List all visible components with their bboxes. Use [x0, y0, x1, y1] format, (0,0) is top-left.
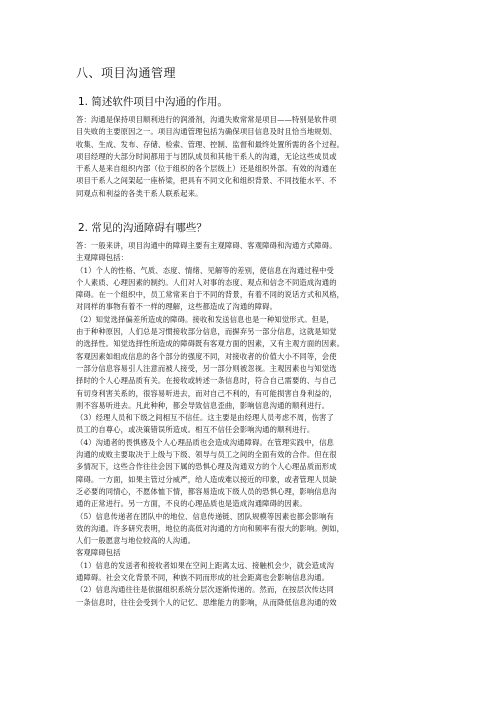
answer-1-line: 收集、生成、发布、存储、检索、管理、控制、监督和最终处置所需的各个过程。 — [76, 139, 345, 149]
answer-2-line: （4）沟通者的畏惧感及个人心理品质也会造成沟通障碍。在管理实践中，信息 — [76, 437, 334, 447]
answer-2-line: 主观障碍包括： — [76, 253, 129, 263]
answer-2-line: 乏必要的同情心，不愿体恤下情，都容易造成下级人员的恐惧心理，影响信息沟 — [76, 486, 337, 496]
section-title: 八、项目沟通管理 — [76, 66, 177, 80]
answer-2-text — [76, 240, 428, 609]
answer-2-line: 效的沟通。许多研究表明，地位的高低对沟通的方向和频率有很大的影响。例如， — [76, 523, 345, 533]
answer-2-line: 答：一般来讲，项目沟通中的障碍主要有主观障碍、客观障碍和沟通方式障碍。 — [76, 241, 337, 250]
answer-2-line: 多情况下，这些合作往往会因下属的恐惧心理及沟通双方的个人心理品质而形成 — [76, 462, 337, 472]
answer-1-line: 同观点和利益的各类干系人联系起来。 — [76, 188, 203, 198]
answer-2-line: （1）信息的发送者和接收者如果在空间上距离太远、接触机会少，就会造成沟 — [76, 560, 334, 570]
answer-2-line: 人们一般愿意与地位较高的人沟通。 — [76, 536, 196, 546]
answer-2-line: （2）知觉选择偏差所造成的障碍。接收和发送信息也是一种知觉形式。但是， — [76, 314, 334, 324]
answer-2-line: 有切身利害关系的，很容易听进去，而对自己不利的，有可能损害自身利益的， — [76, 388, 337, 398]
answer-2-line: （5）信息传递者在团队中的地位、信息传递链、团队规模等因素也都会影响有 — [76, 511, 334, 521]
answer-1-text — [76, 114, 428, 200]
answer-2-line: 由于种种原因，人们总是习惯接收部分信息，而摒弃另一部分信息，这就是知觉 — [76, 327, 337, 337]
answer-2-line: （1）个人的性格、气质、态度、情绪、见解等的差别，使信息在沟通过程中受 — [76, 265, 334, 275]
answer-2-line: 障碍。一方面，如果主管过分威严，给人造成难以接近的印象，或者管理人员缺 — [76, 474, 337, 484]
answer-2-line: 员工的自尊心，或决策错误所造成。相互不信任会影响沟通的顺利进行。 — [76, 425, 315, 435]
answer-2-line: 通障碍。社会文化背景不同，种族不同而形成的社会距离也会影响信息沟通。 — [76, 573, 330, 583]
answer-2-line: 的选择性。知觉选择性所造成的障碍既有客观方面的因素，又有主观方面的因素。 — [76, 339, 345, 349]
answer-1-line: 答：沟通是保持项目顺利进行的润滑剂，沟通失败常常是项目——特别是软件项 — [76, 115, 337, 124]
question-2-heading: 2. 常见的沟通障碍有哪些？ — [78, 222, 207, 234]
answer-2-line: 沟通的成败主要取决于上级与下级、领导与员工之间的全面有效的合作。但在很 — [76, 450, 337, 460]
answer-2-line: 则不容易听进去。凡此种种，都会导致信息歪曲，影响信息沟通的顺利进行。 — [76, 400, 330, 410]
answer-2-line: 障碍。在一个组织中，员工常常来自于不同的背景，有着不同的说话方式和风格， — [76, 290, 345, 300]
answer-2-line: 对同样的事物有着不一样的理解，这些都造成了沟通的障碍。 — [76, 302, 278, 312]
question-1-heading: 1. 简述软件项目中沟通的作用。 — [78, 96, 228, 108]
answer-1-line: 项目干系人之间架起一座桥梁，把具有不同文化和组织背景、不同技能水平、不 — [76, 176, 337, 186]
answer-2-line: 通的正常进行。另一方面，不良的心理品质也是造成沟通障碍的因素。 — [76, 499, 307, 509]
answer-1-line: 干系人是来自组织内部（位于组织的各个层级上）还是组织外部。有效的沟通在 — [76, 164, 337, 174]
answer-1-line: 目失败的主要原因之一。项目沟通管理包括为确保项目信息及时且恰当地规划、 — [76, 127, 337, 137]
answer-2-line: 客观障碍包括 — [76, 548, 121, 558]
answer-2-line: 客观因素如组成信息的各个部分的强度不同，对接收者的价值大小不同等，会使 — [76, 351, 337, 361]
answer-2-line: 择时的个人心理品质有关。在接收或转述一条信息时，符合自己需要的、与自己 — [76, 376, 337, 386]
answer-2-line: （2）信息沟通往往是依据组织系统分层次逐渐传递的。然而，在按层次传达同 — [76, 585, 334, 595]
answer-2-line: 一条信息时，往往会受到个人的记忆、思维能力的影响，从而降低信息沟通的效 — [76, 597, 337, 607]
answer-2-line: 个人素质、心理因素的制约。人们对人对事的态度、观点和信念不同造成沟通的 — [76, 277, 337, 287]
answer-2-line: （3）经理人员和下级之间相互不信任。这主要是由经理人员考虑不周，伤害了 — [76, 413, 334, 423]
document-page — [74, 0, 430, 702]
answer-2-line: 一部分信息容易引人注意而被人接受，另一部分则被忽视。主观因素也与知觉选 — [76, 363, 337, 373]
answer-1-line: 项目经理的大部分时间都用于与团队成员和其他干系人的沟通，无论这些成员或 — [76, 151, 337, 161]
